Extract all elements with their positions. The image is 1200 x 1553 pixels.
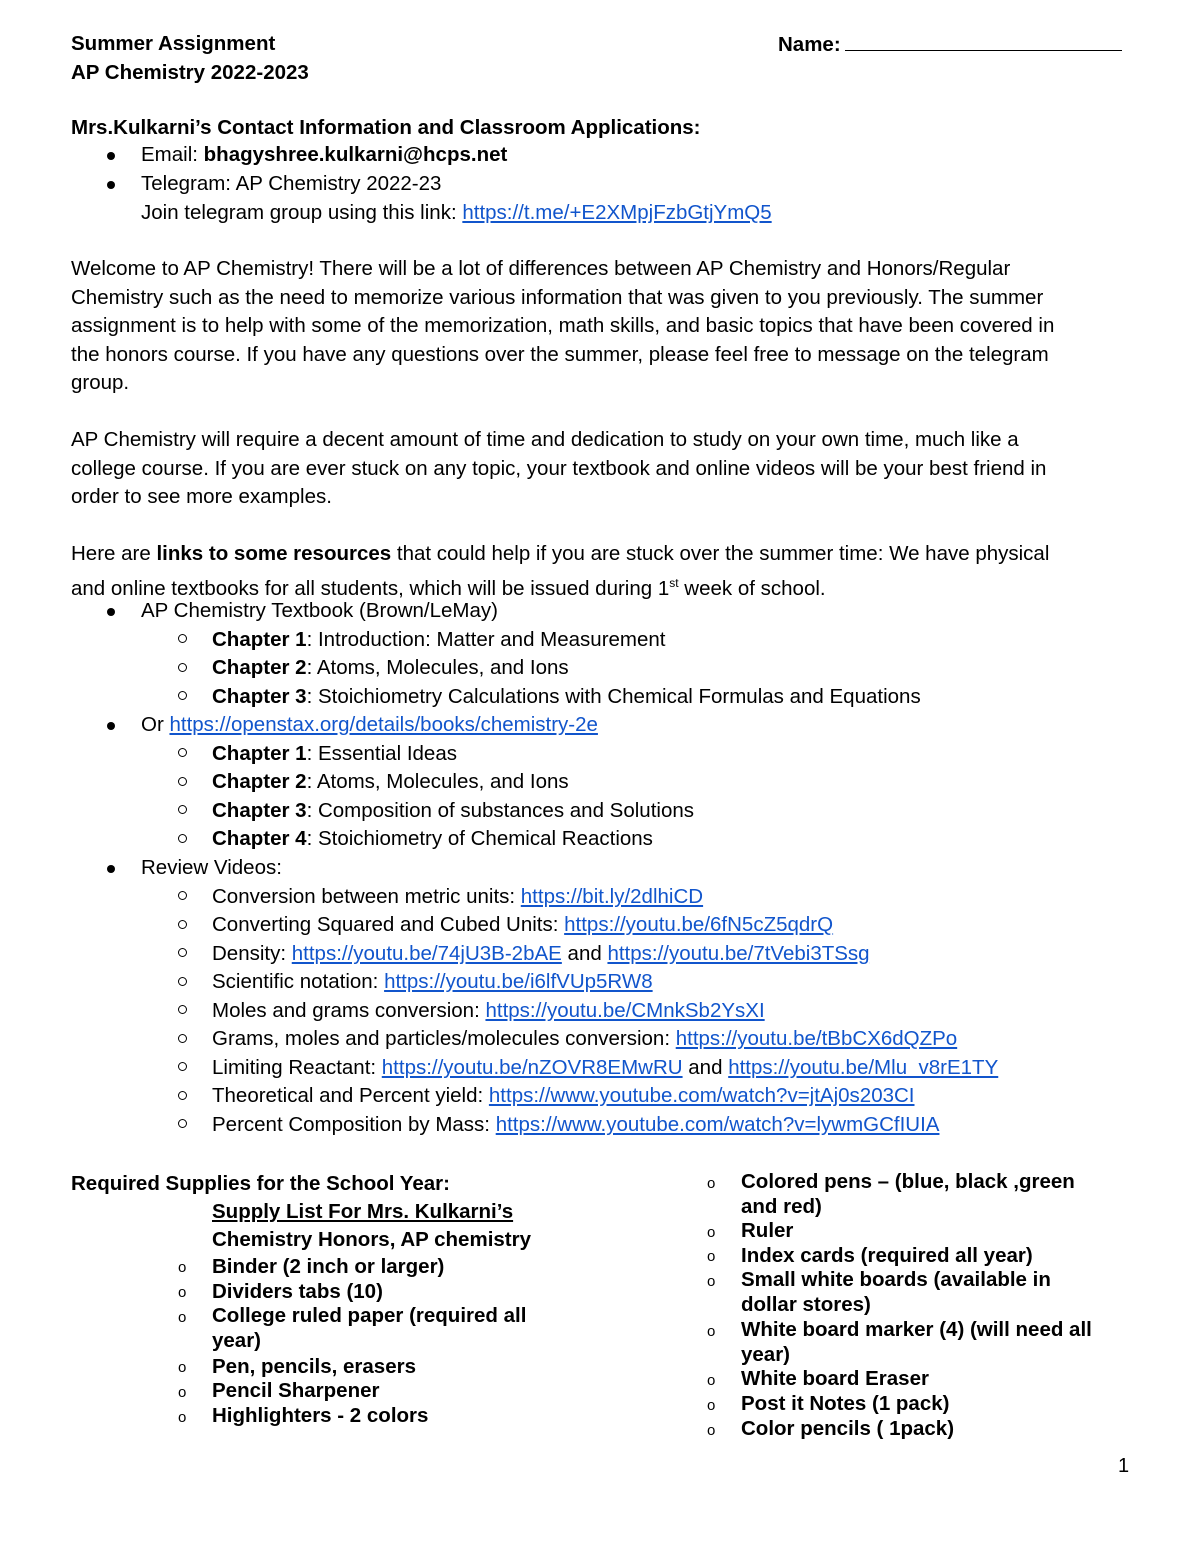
name-blank-line[interactable] <box>845 30 1122 51</box>
bullet-circle-icon: o <box>707 1175 716 1192</box>
supply-item <box>212 1355 416 1380</box>
supply-item <box>212 1379 379 1404</box>
openstax-item <box>141 711 598 740</box>
video-and-text: and <box>561 942 608 965</box>
bullet-circle-icon <box>178 1062 187 1071</box>
openstax-link[interactable]: https://openstax.org/details/books/chemistry-2e <box>169 713 598 736</box>
supply-item <box>212 1404 428 1429</box>
chapter-number: Chapter 2 <box>212 770 307 793</box>
telegram-label: Telegram: AP Chemistry 2022-23 <box>141 172 442 195</box>
welcome-line: Chemistry such as the need to memorize various information that was given to you previously. The summer <box>71 285 1044 309</box>
supply-item <box>212 1280 383 1305</box>
video-topic: Limiting Reactant: <box>212 1056 382 1079</box>
bullet-circle-icon: o <box>178 1384 187 1401</box>
chapter-title: : Atoms, Molecules, and Ions <box>306 770 569 793</box>
dedication-line: AP Chemistry will require a decent amount of time and dedication to study on your own time, much like a <box>71 428 1019 451</box>
resources-text: Here are <box>71 542 157 565</box>
dedication-line: college course. If you are ever stuck on any topic, your textbook and online videos will be your best friend in <box>71 456 1047 480</box>
contact-section-title: Mrs.Kulkarni’s Contact Information and Classroom Applications: <box>71 116 701 139</box>
chapter-number: Chapter 1 <box>212 628 307 651</box>
supply-text: Small white boards (available in <box>741 1268 1051 1291</box>
video-link[interactable]: https://youtu.be/Mlu_v8rE1TY <box>728 1056 999 1079</box>
resources-text: week of school. <box>678 576 826 600</box>
video-item <box>212 1111 939 1140</box>
supply-item <box>741 1367 929 1392</box>
welcome-line: the honors course. If you have any questions over the summer, please feel free to message on the telegram <box>71 342 1049 366</box>
openstax-prefix: Or <box>141 713 170 736</box>
bullet-circle-icon <box>178 691 187 700</box>
video-topic: Scientific notation: <box>212 970 385 993</box>
video-topic: Density: <box>212 942 292 965</box>
supply-item <box>212 1304 526 1353</box>
bullet-circle-icon: o <box>178 1359 187 1376</box>
bullet-circle-icon <box>178 777 187 786</box>
email-value: bhagyshree.kulkarni@hcps.net <box>203 143 508 166</box>
video-link[interactable]: https://youtu.be/7tVebi3TSsg <box>607 942 870 965</box>
name-field[interactable] <box>778 30 1122 60</box>
bullet-dot-icon <box>107 181 115 189</box>
supply-text: year) <box>212 1328 262 1352</box>
chapter-number: Chapter 4 <box>212 827 307 850</box>
bullet-circle-icon: o <box>707 1248 716 1265</box>
email-item <box>141 141 507 170</box>
telegram-join-link[interactable]: https://t.me/+E2XMpjFzbGtjYmQ5 <box>462 200 772 224</box>
supply-text: Binder (2 inch or larger) <box>212 1255 445 1278</box>
bullet-circle-icon: o <box>707 1273 716 1290</box>
bullet-circle-icon <box>178 891 187 900</box>
bullet-dot-icon <box>107 608 115 616</box>
bullet-circle-icon <box>178 805 187 814</box>
video-item <box>212 1082 915 1111</box>
resources-line-1 <box>71 540 1131 569</box>
video-item <box>212 1025 957 1054</box>
resources-text: that could help if you are stuck over the summer time: We have physical <box>391 542 1050 565</box>
supply-text: White board Eraser <box>741 1367 929 1390</box>
bullet-circle-icon: o <box>178 1309 187 1326</box>
bullet-circle-icon: o <box>178 1284 187 1301</box>
video-topic: Conversion between metric units: <box>212 885 521 908</box>
supply-item <box>741 1244 1033 1269</box>
welcome-paragraph <box>71 255 1131 398</box>
bullet-circle-icon <box>178 834 187 843</box>
video-topic: Converting Squared and Cubed Units: <box>212 913 565 936</box>
bullet-circle-icon: o <box>707 1372 716 1389</box>
bullet-circle-icon: o <box>707 1422 716 1439</box>
bullet-circle-icon <box>178 920 187 929</box>
video-item <box>212 997 765 1026</box>
page-number: 1 <box>1118 1455 1130 1477</box>
chapter-title: : Stoichiometry of Chemical Reactions <box>306 827 653 850</box>
textbook-chapter <box>212 683 921 712</box>
chapter-number: Chapter 3 <box>212 799 307 822</box>
video-item <box>212 968 653 997</box>
dedication-line: order to see more examples. <box>71 485 332 508</box>
supply-text: Pen, pencils, erasers <box>212 1355 416 1378</box>
supply-text: Highlighters - 2 colors <box>212 1404 429 1427</box>
supply-text: White board marker (4) (will need all <box>741 1318 1092 1341</box>
resources-paragraph <box>71 540 1131 603</box>
supply-item <box>741 1318 1092 1367</box>
video-link[interactable]: https://youtu.be/i6lfVUp5RW8 <box>384 970 653 993</box>
bullet-dot-icon <box>107 865 115 873</box>
review-videos-label: Review Videos: <box>141 856 282 879</box>
assignment-title: Summer Assignment <box>71 32 276 55</box>
chapter-number: Chapter 2 <box>212 656 307 679</box>
supply-text: Pencil Sharpener <box>212 1379 380 1402</box>
video-link[interactable]: https://youtu.be/tBbCX6dQZPo <box>675 1027 958 1050</box>
bullet-circle-icon: o <box>707 1397 716 1414</box>
supply-text: Dividers tabs (10) <box>212 1280 383 1303</box>
openstax-chapter <box>212 768 569 797</box>
video-topic: Moles and grams conversion: <box>212 999 486 1022</box>
resources-text: and online textbooks for all students, which will be issued during 1 <box>71 576 670 600</box>
supply-list-title: Supply List For Mrs. Kulkarni’s <box>212 1200 514 1223</box>
video-link[interactable]: https://youtu.be/6fN5cZ5qdrQ <box>564 913 834 936</box>
openstax-chapter <box>212 740 457 769</box>
textbook-chapter <box>212 654 569 683</box>
chapter-number: Chapter 1 <box>212 742 307 765</box>
supply-text: and red) <box>741 1194 822 1218</box>
name-label: Name: <box>778 33 841 56</box>
telegram-join-line <box>141 199 772 228</box>
supply-item <box>741 1170 1075 1219</box>
openstax-chapter <box>212 825 653 854</box>
video-topic: Grams, moles and particles/molecules conversion: <box>212 1027 676 1050</box>
supply-text: Index cards (required all year) <box>741 1244 1033 1267</box>
video-topic: Theoretical and Percent yield: <box>212 1084 489 1107</box>
bullet-circle-icon <box>178 1091 187 1100</box>
chapter-title: : Essential Ideas <box>306 742 457 765</box>
bullet-circle-icon <box>178 663 187 672</box>
supply-text: Color pencils ( 1pack) <box>741 1417 955 1440</box>
supply-item <box>741 1268 1051 1317</box>
video-link[interactable]: https://youtu.be/CMnkSb2YsXI <box>485 999 765 1022</box>
textbook-chapter <box>212 626 666 655</box>
bullet-circle-icon <box>178 1034 187 1043</box>
superscript: st <box>669 575 679 590</box>
dedication-paragraph <box>71 426 1131 512</box>
video-item <box>212 883 703 912</box>
telegram-join-text: Join telegram group using this link: <box>141 200 463 224</box>
bullet-circle-icon: o <box>178 1409 187 1426</box>
bullet-circle-icon <box>178 1119 187 1128</box>
course-title: AP Chemistry 2022-2023 <box>71 60 309 84</box>
supply-item <box>741 1219 793 1244</box>
supply-text: dollar stores) <box>741 1292 871 1316</box>
video-item <box>212 1054 998 1083</box>
supply-item <box>212 1255 444 1280</box>
welcome-line: Welcome to AP Chemistry! There will be a lot of differences between AP Chemistry and Honors/Regular <box>71 257 1011 280</box>
video-link[interactable]: https://youtu.be/nZOVR8EMwRU <box>381 1056 683 1079</box>
supply-text: Colored pens – (blue, black ,green <box>741 1170 1075 1193</box>
chapter-number: Chapter 3 <box>212 685 307 708</box>
bullet-circle-icon <box>178 748 187 757</box>
supply-text: College ruled paper (required all <box>212 1304 527 1327</box>
video-topic: Percent Composition by Mass: <box>212 1113 496 1136</box>
chapter-title: : Atoms, Molecules, and Ions <box>306 656 569 679</box>
bullet-circle-icon <box>178 1005 187 1014</box>
video-link[interactable]: https://youtu.be/74jU3B-2bAE <box>291 942 562 965</box>
supply-text: Post it Notes (1 pack) <box>741 1392 950 1415</box>
chapter-title: : Composition of substances and Solutions <box>306 799 695 822</box>
supply-text: Ruler <box>741 1219 794 1242</box>
telegram-item <box>141 170 772 227</box>
bullet-circle-icon: o <box>707 1224 716 1241</box>
email-label: Email: <box>141 143 204 166</box>
welcome-line: group. <box>71 371 130 394</box>
supply-text: year) <box>741 1342 791 1366</box>
bullet-circle-icon: o <box>178 1259 187 1276</box>
resources-bold-text: links to some resources <box>156 542 392 565</box>
video-link[interactable]: https://www.youtube.com/watch?v=lywmGCfIUIA <box>495 1113 940 1136</box>
supply-item <box>741 1417 954 1442</box>
bullet-circle-icon <box>178 634 187 643</box>
supply-list-subtitle: Chemistry Honors, AP chemistry <box>212 1228 531 1251</box>
bullet-circle-icon <box>178 948 187 957</box>
bullet-circle-icon <box>178 977 187 986</box>
video-and-text: and <box>682 1056 729 1079</box>
welcome-line: assignment is to help with some of the memorization, math skills, and basic topics that have been covered in <box>71 314 1055 337</box>
bullet-dot-icon <box>107 152 115 160</box>
chapter-title: : Stoichiometry Calculations with Chemical Formulas and Equations <box>306 685 921 708</box>
video-link[interactable]: https://bit.ly/2dlhiCD <box>520 885 704 908</box>
chapter-title: : Introduction: Matter and Measurement <box>306 628 666 651</box>
bullet-circle-icon: o <box>707 1323 716 1340</box>
video-item <box>212 940 870 969</box>
video-link[interactable]: https://www.youtube.com/watch?v=jtAj0s203CI <box>488 1084 915 1107</box>
video-item <box>212 911 833 940</box>
supply-item <box>741 1392 949 1417</box>
document-header <box>71 30 309 87</box>
supplies-title: Required Supplies for the School Year: <box>71 1172 450 1195</box>
textbook-item: AP Chemistry Textbook (Brown/LeMay) <box>141 599 498 622</box>
bullet-dot-icon <box>107 722 115 730</box>
openstax-chapter <box>212 797 694 826</box>
